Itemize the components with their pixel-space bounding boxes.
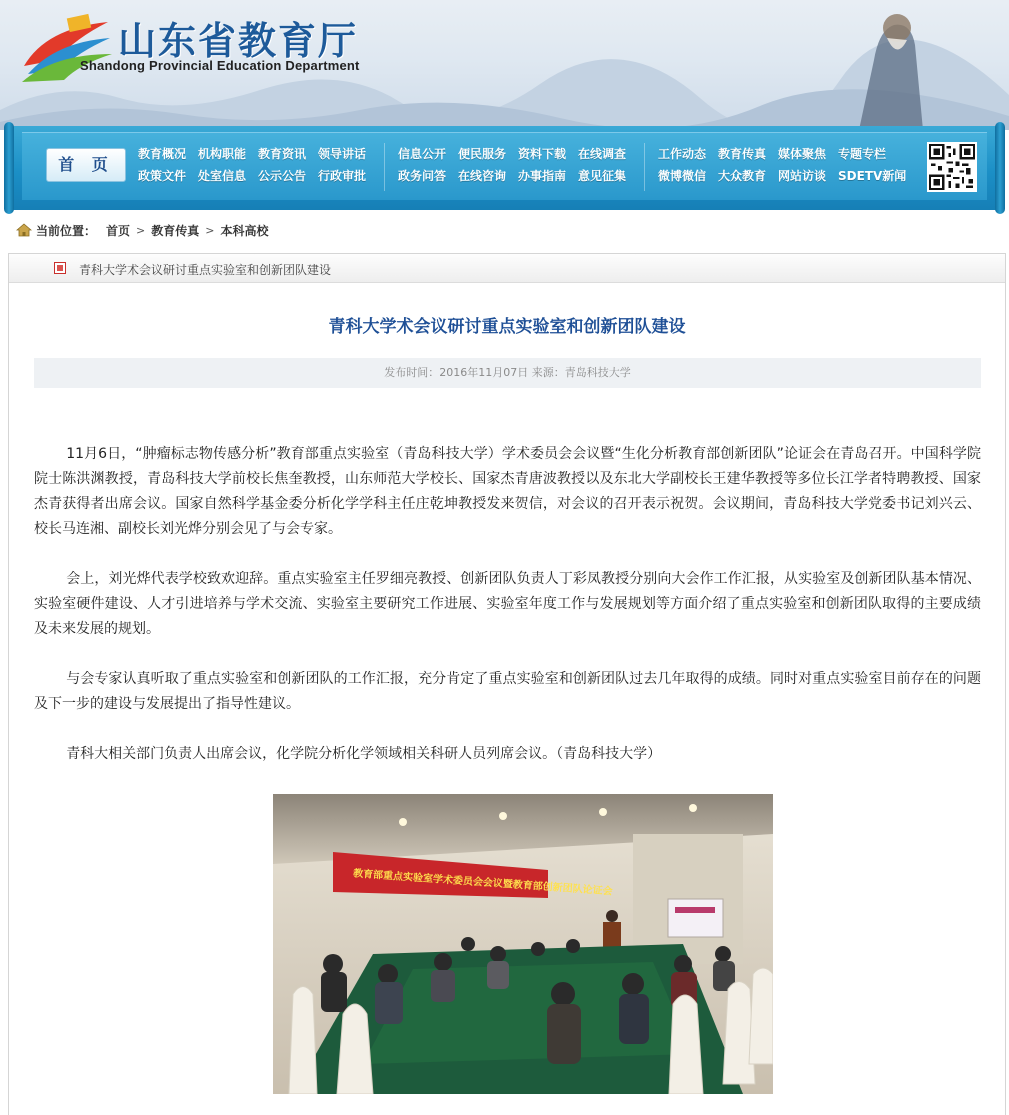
article-paragraph: 会上，刘光烨代表学校致欢迎辞。重点实验室主任罗细亮教授、创新团队负责人丁彩凤教授分别向大会作工作汇报，从实验室及创新团队基本情况、实验室硬件建设、人才引进培养与学术交流、实验室主要研究工作进展、实验室年度工作与发展规划等方面介绍了重点实验室和创新团队取得的主要成绩及未来发展的规划。 bbox=[34, 571, 981, 637]
nav-divider bbox=[644, 143, 645, 191]
nav-item[interactable]: 大众教育 bbox=[718, 169, 767, 183]
nav-item[interactable]: SDETV新闻 bbox=[838, 169, 907, 183]
qr-code-icon[interactable] bbox=[927, 142, 977, 192]
home-icon bbox=[16, 223, 32, 237]
chevron-right-icon: > bbox=[136, 223, 146, 237]
article-photo bbox=[273, 794, 773, 1094]
nav-item[interactable]: 领导讲话 bbox=[318, 147, 367, 161]
nav-divider bbox=[384, 143, 385, 191]
nav-scroll-cap-right bbox=[995, 122, 1005, 214]
nav-item[interactable]: 在线咨询 bbox=[458, 169, 507, 183]
article-paragraph: 青科大相关部门负责人出席会议，化学院分析化学领域相关科研人员列席会议。（青岛科技大学） bbox=[66, 746, 662, 762]
nav-item[interactable]: 专题专栏 bbox=[838, 147, 887, 161]
nav-item[interactable]: 意见征集 bbox=[578, 169, 627, 183]
nav-item[interactable]: 资料下载 bbox=[518, 147, 567, 161]
article-title: 青科大学术会议研讨重点实验室和创新团队建设 bbox=[328, 317, 686, 337]
nav-item[interactable]: 教育资讯 bbox=[258, 147, 307, 161]
nav-item[interactable]: 网站访谈 bbox=[778, 169, 827, 183]
nav-home-button[interactable]: 首 页 bbox=[46, 148, 126, 182]
nav-item[interactable]: 公示公告 bbox=[258, 169, 307, 183]
breadcrumb-link-home[interactable]: 首页 bbox=[106, 223, 131, 238]
article-header-bar bbox=[9, 254, 1005, 283]
breadcrumb bbox=[16, 220, 269, 240]
breadcrumb-link-news[interactable]: 教育传真 bbox=[151, 223, 200, 238]
nav-item[interactable]: 行政审批 bbox=[318, 169, 367, 183]
article-meta: 发布时间：2016年11月07日 来源：青岛科技大学 bbox=[34, 358, 981, 388]
confucius-figure bbox=[819, 0, 949, 130]
nav-item[interactable]: 政策文件 bbox=[138, 169, 187, 183]
bullet-square-icon bbox=[54, 262, 66, 274]
nav-inner bbox=[22, 132, 987, 200]
breadcrumb-label: 当前位置： bbox=[36, 223, 97, 238]
nav-item[interactable]: 便民服务 bbox=[458, 147, 507, 161]
nav-item[interactable]: 微博微信 bbox=[658, 169, 707, 183]
nav-item[interactable]: 办事指南 bbox=[518, 169, 567, 183]
nav-item[interactable]: 政务问答 bbox=[398, 169, 447, 183]
photo-banner-text: 教育部重点实验室学术委员会会议暨教育部创新团队论证会 bbox=[352, 868, 613, 898]
site-logo-chinese[interactable]: 山东省教育厅 bbox=[118, 18, 359, 63]
article-paragraph: 与会专家认真听取了重点实验室和创新团队的工作汇报，充分肯定了重点实验室和创新团队过去几年取得的成绩。同时对重点实验室目前存在的问题及下一步的建设与发展提出了指导性建议。 bbox=[34, 671, 981, 712]
nav-item[interactable]: 教育传真 bbox=[718, 147, 767, 161]
nav-item[interactable]: 工作动态 bbox=[658, 147, 707, 161]
site-header bbox=[0, 0, 1009, 130]
nav-item[interactable]: 教育概况 bbox=[138, 147, 187, 161]
article-paragraph: 11月6日，“肿瘤标志物传感分析”教育部重点实验室（青岛科技大学）学术委员会会议暨“生化分析教育部创新团队”论证会在青岛召开。中国科学院院士陈洪渊教授，青岛科技大学前校长焦奎教授，山东师范大学校长、国家杰青唐波教授以及东北大学副校长王建华教授等多位长江学者特聘教授、国家杰青获得者出席会议。国家自然科学基金委分析化学学科主任庄乾坤教授发来贺信，对会议的召开表示祝贺。会议期间，青岛科技大学党委书记刘兴云、校长马连湘、副校长刘光烨分别会见了与会专家。 bbox=[34, 446, 981, 537]
nav-item[interactable]: 机构职能 bbox=[198, 147, 247, 161]
nav-item[interactable]: 媒体聚焦 bbox=[778, 147, 827, 161]
site-logo-english: Shandong Provincial Education Department bbox=[80, 58, 360, 73]
nav-item[interactable]: 处室信息 bbox=[198, 169, 247, 183]
main-nav bbox=[8, 126, 1001, 210]
breadcrumb-link-category[interactable]: 本科高校 bbox=[220, 223, 269, 238]
chevron-right-icon: > bbox=[205, 223, 215, 237]
article-container bbox=[8, 253, 1006, 1115]
nav-item[interactable]: 在线调查 bbox=[578, 147, 627, 161]
nav-item[interactable]: 信息公开 bbox=[398, 147, 447, 161]
article-header-title: 青科大学术会议研讨重点实验室和创新团队建设 bbox=[79, 263, 332, 277]
nav-scroll-cap-left bbox=[4, 122, 14, 214]
